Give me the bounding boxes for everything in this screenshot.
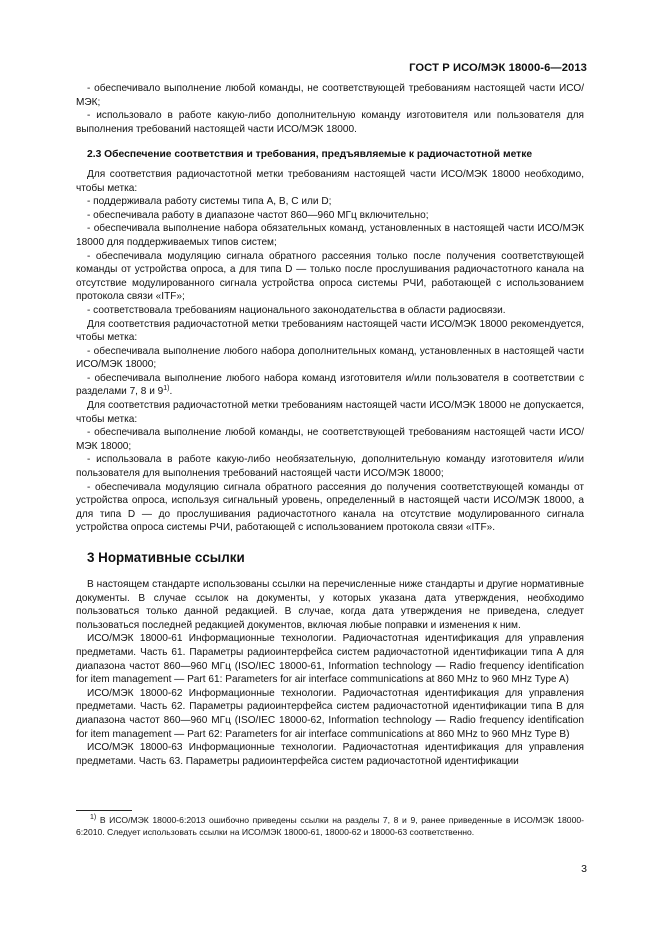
list-item: - обеспечивала работу в диапазоне частот 860—960 МГц включительно; <box>87 209 429 221</box>
list-item-text: - обеспечивала выполнение любого набора команд изготовителя и/или пользователя в соответствии с разделами 7, 8 и 9 <box>76 372 584 398</box>
paragraph: Для соответствия радиочастотной метки требованиям настоящей части ИСО/МЭК 18000 рекомендуется, чтобы метка: <box>76 318 584 344</box>
standard-header: ГОСТ Р ИСО/МЭК 18000-6—2013 <box>409 62 587 74</box>
footnote-reference: 1) <box>163 385 170 393</box>
intro-paragraph: - использовало в работе какую-либо дополнительную команду изготовителя или пользователя для выполнения требований настоящей части ИСО/МЭК 18000. <box>76 110 584 135</box>
footnote <box>76 815 584 838</box>
main-text <box>76 82 584 768</box>
intro-paragraph: - обеспечивало выполнение любой команды, не соответствующей требованиям настоящей части ИСО/МЭК; <box>76 83 584 108</box>
list-item: - соответствовала требованиям национального законодательства в области радиосвязи. <box>87 304 506 316</box>
reference-entry: ИСО/МЭК 18000-62 Информационные технологии. Радиочастотная идентификация для управления предметами. Часть 62. Параметры радиоинтерфейса систем радиочастотной идентификации типа B для диапазона частот 860—960 МГц (ISO/IEC 18000-62, Information technology — Radio frequency identification for item management — Part 62: Parameters for air interface communications at 860 MHz to 960 MHz Type B) <box>76 687 584 740</box>
list-item: - обеспечивала модуляцию сигнала обратного рассеяния только после получения соответствующей команды от устройства опроса, а для типа D — только после прослушивания радиочастотного канала на отсутствие модулированного сигнала устройства опроса системы РЧИ, работающей с использованием протокола связи «ITF»; <box>76 250 584 303</box>
section-2-3-heading: 2.3 Обеспечение соответствия и требования, предъявляемые к радиочастотной метке <box>87 149 533 161</box>
list-item: - обеспечивала выполнение любого набора дополнительных команд, установленных в настоящей части ИСО/МЭК 18000; <box>76 345 584 371</box>
list-item-with-footnote <box>76 372 584 399</box>
footnote-paragraph <box>76 815 584 838</box>
reference-entry: ИСО/МЭК 18000-63 Информационные технологии. Радиочастотная идентификация для управления предметами. Часть 63. Параметры радиоинтерфейса систем радиочастотной идентификации <box>76 742 584 767</box>
section-3-heading: 3 Нормативные ссылки <box>87 550 245 565</box>
list-item: - обеспечивала модуляцию сигнала обратного рассеяния до получения соответствующей команды от устройства опроса, используя сигнальный уровень, определенный в настоящей части ИСО/МЭК 18000, а для типа D — до прослушивания радиочастотного канала на отсутствие модулированного сигнала устройства опроса системы РЧИ, работающей с использованием протокола связи «ITF». <box>76 481 584 534</box>
footnote-text: В ИСО/МЭК 18000-6:2013 ошибочно приведены ссылки на разделы 7, 8 и 9, ранее приведенные в ИСО/МЭК 18000-6:2010. Следует использовать ссылки на ИСО/МЭК 18000-61, 18000-62 и 18000-63 соответственно. <box>76 815 584 837</box>
page-number: 3 <box>581 863 587 875</box>
list-item: - поддерживала работу системы типа A, B, C или D; <box>87 196 332 208</box>
list-item-end: . <box>169 386 173 398</box>
footnote-divider <box>76 810 132 811</box>
list-item: - обеспечивала выполнение набора обязательных команд, установленных в настоящей части ИСО/МЭК 18000 для поддерживаемых типов систем; <box>76 223 584 248</box>
footnote-mark: 1) <box>90 814 97 821</box>
reference-entry: ИСО/МЭК 18000-61 Информационные технологии. Радиочастотная идентификация для управления предметами. Часть 61. Параметры радиоинтерфейса систем радиочастотной идентификации типа A для диапазона частот 860—960 МГц (ISO/IEC 18000-61, Information technology — Radio frequency identification for item management — Part 61: Parameters for air interface communications at 860 MHz to 960 MHz Type A) <box>76 633 584 686</box>
paragraph: В настоящем стандарте использованы ссылки на перечисленные ниже стандарты и другие нормативные документы. В случае ссылок на документы, у которых указана дата утверждения, необходимо пользоваться только данной редакцией. В случае, когда дата утверждения не приведена, следует пользоваться последней редакцией документов, включая любые поправки и изменения к ним. <box>76 579 584 631</box>
paragraph: Для соответствия радиочастотной метки требованиям настоящей части ИСО/МЭК 18000 необходимо, чтобы метка: <box>76 168 584 194</box>
paragraph: Для соответствия радиочастотной метки требованиям настоящей части ИСО/МЭК 18000 не допускается, чтобы метка: <box>76 400 584 425</box>
list-item: - использовала в работе какую-либо необязательную, дополнительную команду изготовителя и/или пользователя для выполнения требований настоящей части ИСО/МЭК 18000; <box>76 454 584 480</box>
list-item: - обеспечивала выполнение любой команды, не соответствующей требованиям настоящей части ИСО/МЭК 18000; <box>76 427 584 452</box>
